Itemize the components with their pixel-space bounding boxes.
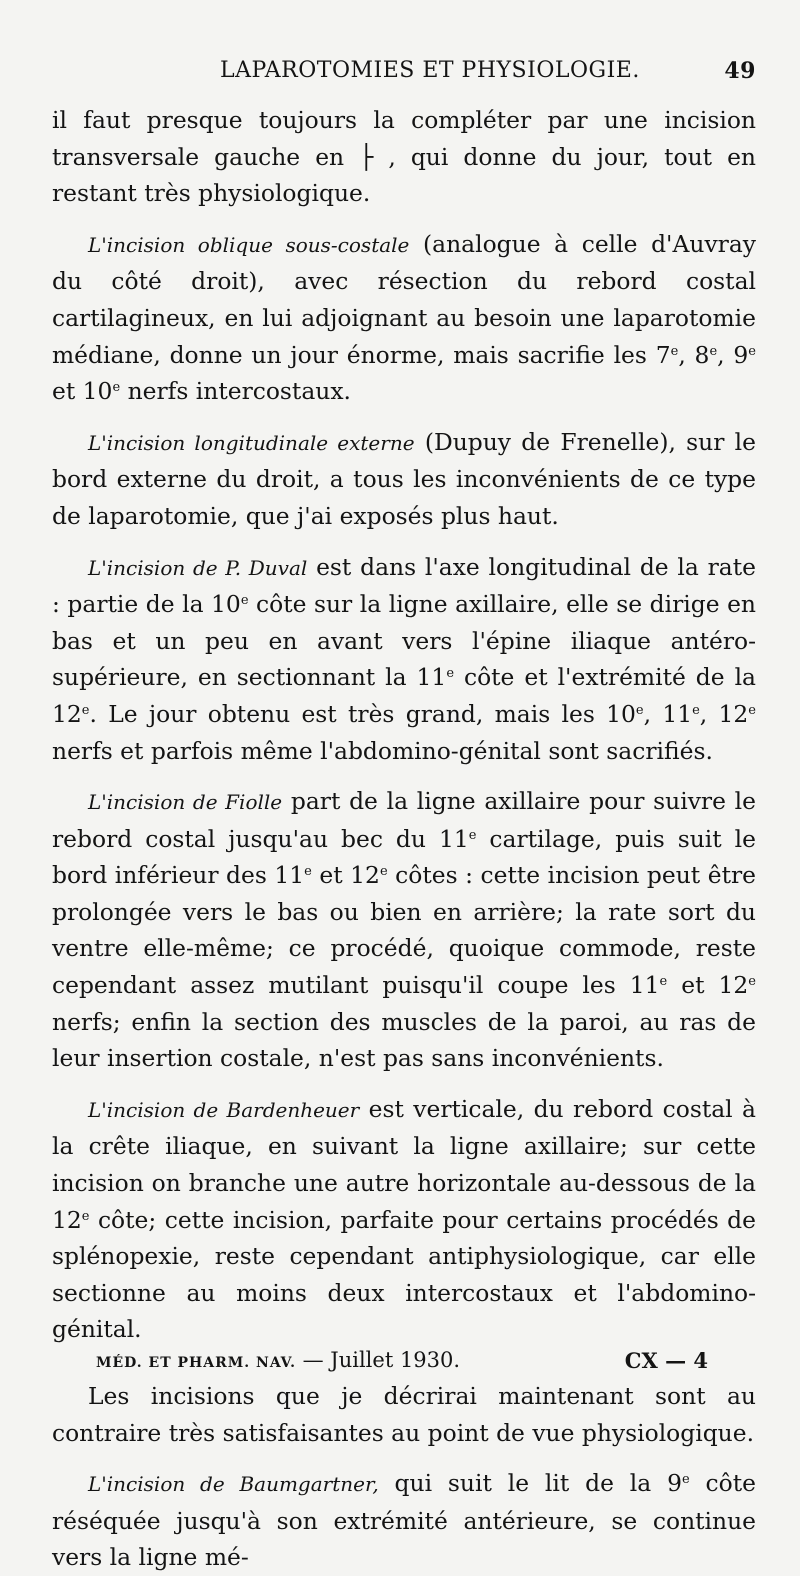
page-number: 49 bbox=[724, 58, 756, 84]
paragraph-oblique-sous-costale: L'incision oblique sous-costale (analogue à celle d'Auvray du côté droit), avec résection du rebord costal cartilagineux, en lui adjoignant au besoin une laparotomie médiane, donne un jour énorme, mais sacrifie les 7e, 8e, 9e et 10e nerfs intercostaux. bbox=[52, 229, 757, 406]
signature-mark: CX — 4 bbox=[624, 1348, 708, 1373]
running-header bbox=[52, 58, 756, 94]
paragraph-baumgartner: L'incision de Baumgartner, qui suit le lit de la 9e côte réséquée jusqu'à son extrémité antérieure, se continue vers la ligne mé- bbox=[52, 1469, 756, 1572]
incision-term: L'incision de P. Duval bbox=[88, 555, 308, 580]
paragraph-continuation: il faut presque toujours la compléter par une incision transversale gauche en ├ , qui donne du jour, tout en restant très physiologique. bbox=[52, 106, 756, 208]
paragraph-fiolle: L'incision de Fiolle part de la ligne axillaire pour suivre le rebord costal jusqu'au bec du 11e cartilage, puis suit le bord inférieur des 11e et 12e côtes : cette incision peut être prolongée vers le bas ou bien en arrière; la rate sort du ventre elle-même; ce procédé, quoique commode, reste cependant assez mutilant puisqu'il coupe les 11e et 12e nerfs; enfin la section des muscles de la paroi, au ras de leur insertion costale, n'est pas sans inconvénients. bbox=[52, 787, 756, 1073]
incision-term: L'incision longitudinale externe bbox=[88, 430, 415, 455]
incision-term: L'incision de Fiolle bbox=[88, 790, 283, 815]
issue-date: — Juillet 1930. bbox=[295, 1348, 461, 1372]
incision-term: L'incision de Bardenheuer bbox=[88, 1097, 360, 1122]
incision-term: L'incision de Baumgartner, bbox=[88, 1472, 379, 1497]
incision-shape-symbol: ├ bbox=[359, 142, 374, 171]
paragraph-longitudinale-externe: L'incision longitudinale externe (Dupuy de Frenelle), sur le bord externe du droit, a tous les inconvénients de ce type de laparotomie, que j'ai exposés plus haut. bbox=[52, 427, 757, 530]
paragraph-duval: L'incision de P. Duval est dans l'axe longitudinal de la rate : partie de la 10e côte sur la ligne axillaire, elle se dirige en bas et un peu en avant vers l'épine iliaque antéro-supérieure, en sectionnant la 11e côte et l'extrémité de la 12e. Le jour obtenu est très grand, mais les 10e, 11e, 12e nerfs et parfois même l'abdomino-génital sont sacrifiés. bbox=[52, 552, 757, 765]
journal-name: MÉD. ET PHARM. NAV. bbox=[96, 1355, 296, 1371]
running-title: LAPAROTOMIES ET PHYSIOLOGIE. bbox=[220, 58, 640, 83]
incision-term: L'incision oblique sous-costale bbox=[88, 232, 410, 257]
page-footer bbox=[96, 1348, 708, 1382]
journal-reference bbox=[96, 1348, 460, 1372]
paragraph-bardenheuer: L'incision de Bardenheuer est verticale, du rebord costal à la crête iliaque, en suivant la ligne axillaire; sur cette incision on branche une autre horizontale au-dessous de la 12e côte; cette incision, parfaite pour certains procédés de splénopexie, reste cependant antiphysiologique, car elle sectionne au moins deux intercostaux et l'abdomino-génital. bbox=[52, 1094, 756, 1344]
paragraph-transition: Les incisions que je décrirai maintenant sont au contraire très satisfaisantes au point de vue physiologique. bbox=[52, 1382, 756, 1447]
